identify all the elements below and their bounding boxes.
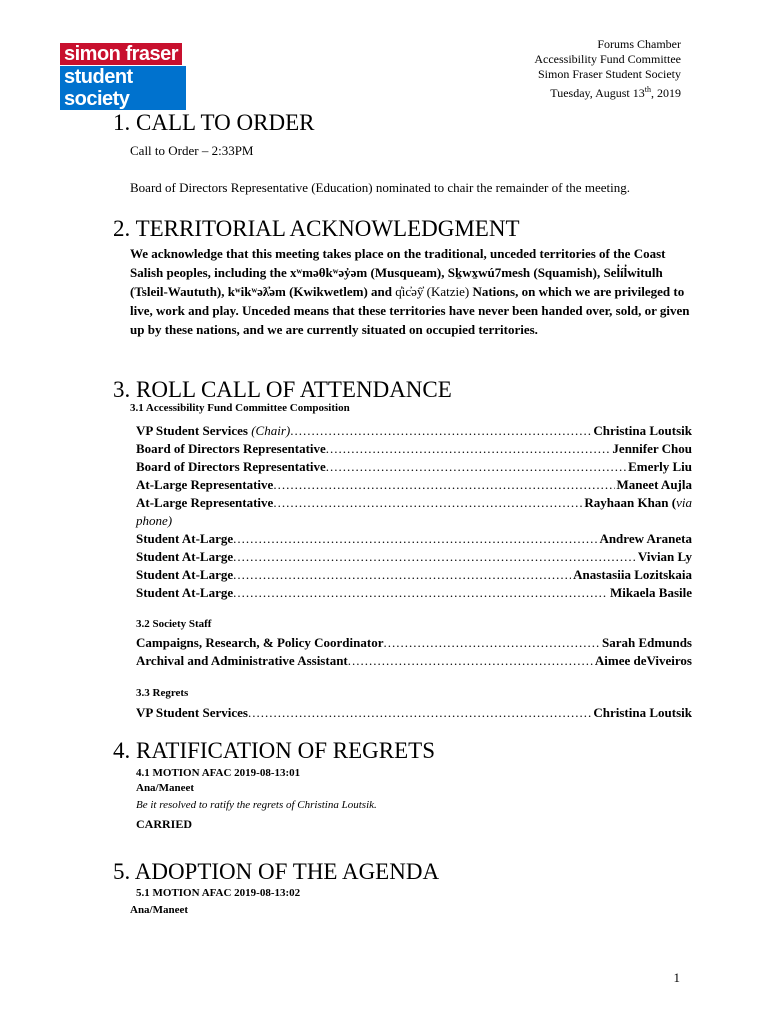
regrets-row: VP Student Services ..... Christina Loutsik xyxy=(136,704,692,721)
motion-5-1-movers: Ana/Maneet xyxy=(130,904,189,916)
section-2-heading: 2. TERRITORIAL ACKNOWLEDGMENT xyxy=(113,216,520,241)
member-row: Board of Directors Representative ..... Jennifer Chou xyxy=(136,440,692,457)
motion-5-1: 5.1 MOTION AFAC 2019-08-13:02 xyxy=(136,887,301,899)
location: Forums Chamber xyxy=(597,37,681,51)
section-3-heading: 3. ROLL CALL OF ATTENDANCE xyxy=(113,377,452,402)
chair-nomination: Board of Directors Representative (Education) nominated to chair the remainder of the meeting. xyxy=(130,180,630,195)
member-row: Board of Directors Representative ..... Emerly Liu xyxy=(136,458,692,475)
staff-row: Archival and Administrative Assistant ..... Aimee deViveiros xyxy=(136,652,692,669)
motion-4-1-movers: Ana/Maneet xyxy=(136,782,195,794)
logo-line-2: student society xyxy=(60,66,186,110)
meeting-date: Tuesday, August 13th, 2019 xyxy=(550,85,681,100)
logo-line-1: simon fraser xyxy=(60,43,182,65)
motion-4-1-resolution: Be it resolved to ratify the regrets of Christina Loutsik. xyxy=(136,799,377,811)
page-number: 1 xyxy=(673,970,680,985)
committee-name: Accessibility Fund Committee xyxy=(534,52,681,66)
member-row: VP Student Services (Chair) ..... Christina Loutsik xyxy=(136,422,692,439)
organization: Simon Fraser Student Society xyxy=(538,67,681,81)
subsection-3-1: 3.1 Accessibility Fund Committee Composition xyxy=(130,402,350,414)
member-row: At-Large Representative ..... Maneet Aujla xyxy=(136,476,692,493)
motion-4-1: 4.1 MOTION AFAC 2019-08-13:01 xyxy=(136,767,301,779)
meeting-info xyxy=(534,37,681,101)
sfss-logo xyxy=(60,43,186,110)
subsection-3-2: 3.2 Society Staff xyxy=(136,618,212,630)
member-row: Student At-Large ..... Mikaela Basile xyxy=(136,584,692,601)
member-row-continuation: phone) xyxy=(136,513,173,528)
member-row: Student At-Large ..... Vivian Ly xyxy=(136,548,692,565)
member-row: Student At-Large ..... Andrew Araneta xyxy=(136,530,692,547)
call-to-order-time: Call to Order – 2:33PM xyxy=(130,143,254,158)
member-row: At-Large Representative ..... Rayhaan Khan (via xyxy=(136,494,692,511)
staff-row: Campaigns, Research, & Policy Coordinator ..... Sarah Edmunds xyxy=(136,634,692,651)
member-row: Student At-Large ..... Anastasiia Lozitskaia xyxy=(136,566,692,583)
section-4-heading: 4. RATIFICATION OF REGRETS xyxy=(113,738,436,763)
territorial-acknowledgment-text: We acknowledge that this meeting takes place on the traditional, unceded territories of the Coast Salish peoples, including the xʷməθkʷəy̓əm (Musqueam), Sḵwx̱wú7mesh (Squamish), Sel̓íl̓witulh (Tsleil-Waututh), kʷikʷəƛ̓əm (Kwikwetlem) and q̓̓ic̓əŷ̓ (Katzie) Nations, on which we are privileged to live, work and play. Unceded means that these territories have never been handed over, sold, or given up by these nations, and we are currently situated on occupied territories. xyxy=(130,246,690,337)
section-5-heading: 5. ADOPTION OF THE AGENDA xyxy=(113,859,440,884)
subsection-3-3: 3.3 Regrets xyxy=(136,687,189,699)
section-1-heading: 1. CALL TO ORDER xyxy=(113,110,315,135)
motion-4-1-result: CARRIED xyxy=(136,817,193,831)
